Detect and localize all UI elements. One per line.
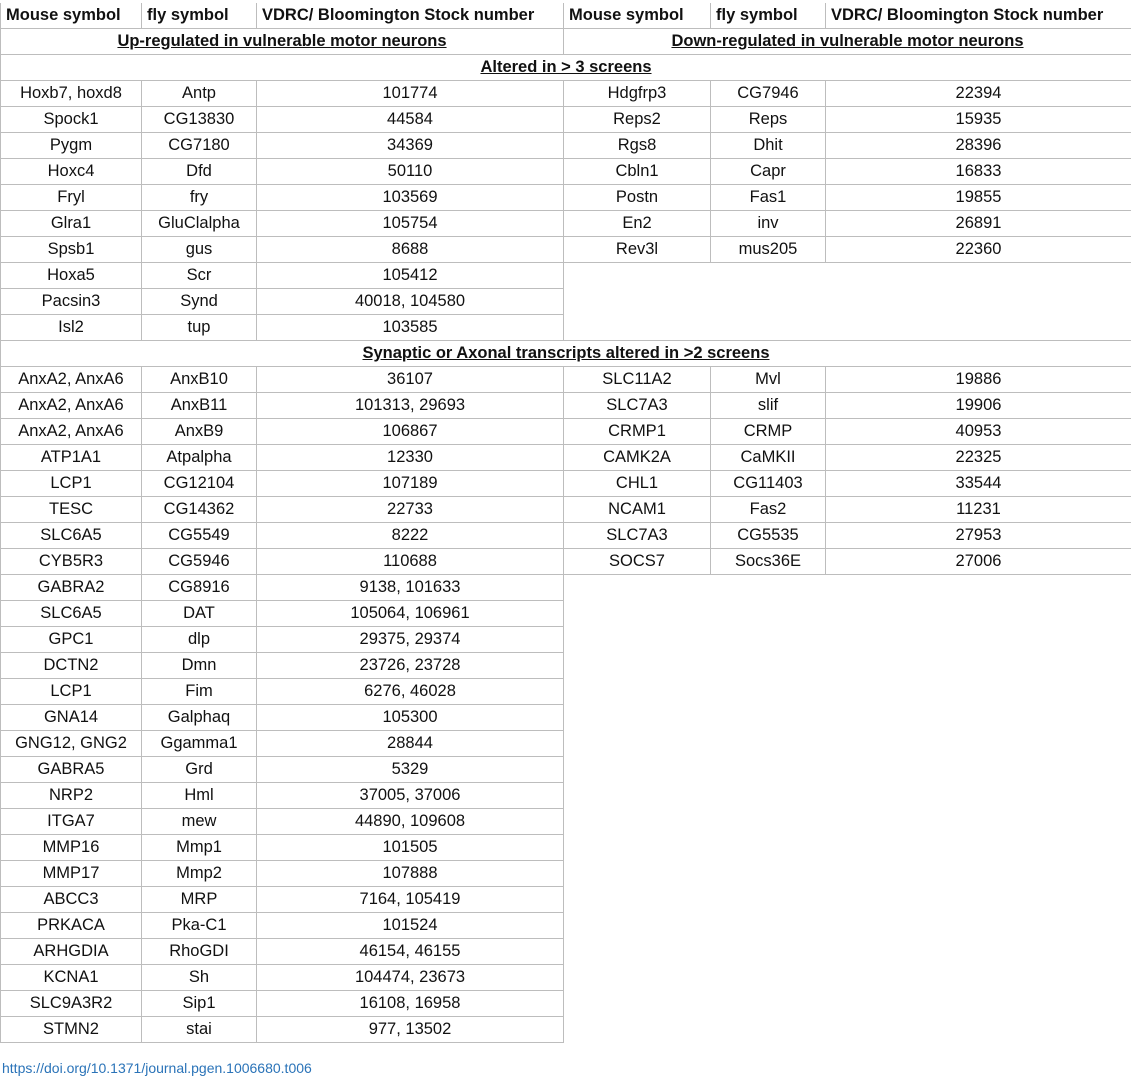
- fly-symbol: Atpalpha: [142, 445, 257, 471]
- mouse-symbol: Hdgfrp3: [564, 81, 711, 107]
- fly-symbol: CG11403: [711, 471, 826, 497]
- empty-cell: [564, 887, 1131, 913]
- stock-number: 37005, 37006: [257, 783, 564, 809]
- mouse-symbol: Spock1: [1, 107, 142, 133]
- gene-table: [0, 3, 1131, 1043]
- section-altered: [1, 55, 1131, 81]
- col-header-mouse-right: Mouse symbol: [564, 3, 711, 29]
- mouse-symbol: MMP17: [1, 861, 142, 887]
- stock-number: 977, 13502: [257, 1017, 564, 1043]
- fly-symbol: CG7180: [142, 133, 257, 159]
- fly-symbol: Scr: [142, 263, 257, 289]
- fly-symbol: Reps: [711, 107, 826, 133]
- mouse-symbol: GABRA2: [1, 575, 142, 601]
- stock-number: 36107: [257, 367, 564, 393]
- stock-number: 101505: [257, 835, 564, 861]
- mouse-symbol: Hoxa5: [1, 263, 142, 289]
- mouse-symbol: LCP1: [1, 471, 142, 497]
- table-row: [1, 315, 1131, 341]
- fly-symbol: CG5549: [142, 523, 257, 549]
- fly-symbol: Fas1: [711, 185, 826, 211]
- empty-cell: [564, 575, 1131, 601]
- stock-number: 105412: [257, 263, 564, 289]
- mouse-symbol: ABCC3: [1, 887, 142, 913]
- table-row: [1, 679, 1131, 705]
- mouse-symbol: CRMP1: [564, 419, 711, 445]
- fly-symbol: mew: [142, 809, 257, 835]
- table-row: [1, 731, 1131, 757]
- stock-number: 12330: [257, 445, 564, 471]
- stock-number: 46154, 46155: [257, 939, 564, 965]
- fly-symbol: Capr: [711, 159, 826, 185]
- table-row: [1, 185, 1131, 211]
- fly-symbol: CG14362: [142, 497, 257, 523]
- stock-number: 34369: [257, 133, 564, 159]
- stock-number: 19886: [826, 367, 1131, 393]
- fly-symbol: CG7946: [711, 81, 826, 107]
- stock-number: 104474, 23673: [257, 965, 564, 991]
- stock-number: 105300: [257, 705, 564, 731]
- mouse-symbol: Rgs8: [564, 133, 711, 159]
- stock-number: 22360: [826, 237, 1131, 263]
- stock-number: 16108, 16958: [257, 991, 564, 1017]
- empty-cell: [564, 731, 1131, 757]
- table-row: [1, 757, 1131, 783]
- table-row: [1, 887, 1131, 913]
- mouse-symbol: Isl2: [1, 315, 142, 341]
- stock-number: 29375, 29374: [257, 627, 564, 653]
- stock-number: 8222: [257, 523, 564, 549]
- col-header-fly-left: fly symbol: [142, 3, 257, 29]
- stock-number: 44890, 109608: [257, 809, 564, 835]
- mouse-symbol: STMN2: [1, 1017, 142, 1043]
- empty-cell: [564, 263, 1131, 289]
- stock-number: 22733: [257, 497, 564, 523]
- stock-number: 33544: [826, 471, 1131, 497]
- section-row-regulation: [1, 29, 1131, 55]
- table-row: [1, 497, 1131, 523]
- table-row: [1, 627, 1131, 653]
- table-row: [1, 471, 1131, 497]
- stock-number: 11231: [826, 497, 1131, 523]
- mouse-symbol: Spsb1: [1, 237, 142, 263]
- section-row-synaptic: [1, 341, 1131, 367]
- mouse-symbol: SLC6A5: [1, 523, 142, 549]
- section-up: [1, 29, 564, 55]
- section-row-altered: [1, 55, 1131, 81]
- mouse-symbol: ATP1A1: [1, 445, 142, 471]
- fly-symbol: Dfd: [142, 159, 257, 185]
- empty-cell: [564, 835, 1131, 861]
- fly-symbol: Dhit: [711, 133, 826, 159]
- table-row: [1, 835, 1131, 861]
- stock-number: 40953: [826, 419, 1131, 445]
- fly-symbol: Synd: [142, 289, 257, 315]
- fly-symbol: Sip1: [142, 991, 257, 1017]
- mouse-symbol: SLC7A3: [564, 523, 711, 549]
- mouse-symbol: SOCS7: [564, 549, 711, 575]
- mouse-symbol: ARHGDIA: [1, 939, 142, 965]
- table-row: [1, 575, 1131, 601]
- col-header-mouse-left: Mouse symbol: [1, 3, 142, 29]
- mouse-symbol: CAMK2A: [564, 445, 711, 471]
- col-header-fly-right: fly symbol: [711, 3, 826, 29]
- fly-symbol: Fim: [142, 679, 257, 705]
- section-up-label: Up-regulated in vulnerable motor neurons: [117, 32, 447, 50]
- mouse-symbol: GABRA5: [1, 757, 142, 783]
- stock-number: 8688: [257, 237, 564, 263]
- col-header-stock-left: VDRC/ Bloomington Stock number: [257, 3, 564, 29]
- stock-number: 27953: [826, 523, 1131, 549]
- fly-symbol: AnxB9: [142, 419, 257, 445]
- stock-number: 19855: [826, 185, 1131, 211]
- doi-link[interactable]: https://doi.org/10.1371/journal.pgen.1006680.t006: [2, 1060, 312, 1076]
- mouse-symbol: Hoxc4: [1, 159, 142, 185]
- table-row: [1, 107, 1131, 133]
- mouse-symbol: SLC9A3R2: [1, 991, 142, 1017]
- stock-number: 107888: [257, 861, 564, 887]
- mouse-symbol: SLC6A5: [1, 601, 142, 627]
- empty-cell: [564, 939, 1131, 965]
- fly-symbol: Socs36E: [711, 549, 826, 575]
- table-row: [1, 81, 1131, 107]
- stock-number: 15935: [826, 107, 1131, 133]
- stock-number: 107189: [257, 471, 564, 497]
- fly-symbol: CaMKII: [711, 445, 826, 471]
- stock-number: 7164, 105419: [257, 887, 564, 913]
- empty-cell: [564, 783, 1131, 809]
- mouse-symbol: ITGA7: [1, 809, 142, 835]
- table-row: [1, 237, 1131, 263]
- stock-number: 110688: [257, 549, 564, 575]
- mouse-symbol: Fryl: [1, 185, 142, 211]
- mouse-symbol: SLC7A3: [564, 393, 711, 419]
- mouse-symbol: DCTN2: [1, 653, 142, 679]
- stock-number: 6276, 46028: [257, 679, 564, 705]
- fly-symbol: GluClalpha: [142, 211, 257, 237]
- header-row: [1, 3, 1131, 29]
- col-header-stock-right: VDRC/ Bloomington Stock number: [826, 3, 1131, 29]
- table-row: [1, 445, 1131, 471]
- fly-symbol: CG5535: [711, 523, 826, 549]
- fly-symbol: CG13830: [142, 107, 257, 133]
- table-row: [1, 367, 1131, 393]
- fly-symbol: dlp: [142, 627, 257, 653]
- stock-number: 5329: [257, 757, 564, 783]
- empty-cell: [564, 315, 1131, 341]
- mouse-symbol: GNA14: [1, 705, 142, 731]
- empty-cell: [564, 289, 1131, 315]
- section-down: [564, 29, 1131, 55]
- fly-symbol: RhoGDI: [142, 939, 257, 965]
- fly-symbol: Antp: [142, 81, 257, 107]
- stock-number: 101313, 29693: [257, 393, 564, 419]
- table-row: [1, 159, 1131, 185]
- mouse-symbol: NCAM1: [564, 497, 711, 523]
- mouse-symbol: AnxA2, AnxA6: [1, 419, 142, 445]
- table-row: [1, 809, 1131, 835]
- stock-number: 28844: [257, 731, 564, 757]
- fly-symbol: Grd: [142, 757, 257, 783]
- section-synaptic: [1, 341, 1131, 367]
- mouse-symbol: TESC: [1, 497, 142, 523]
- mouse-symbol: Hoxb7, hoxd8: [1, 81, 142, 107]
- table-row: [1, 861, 1131, 887]
- table-row: [1, 211, 1131, 237]
- empty-cell: [564, 757, 1131, 783]
- fly-symbol: tup: [142, 315, 257, 341]
- stock-number: 28396: [826, 133, 1131, 159]
- fly-symbol: gus: [142, 237, 257, 263]
- fly-symbol: CG8916: [142, 575, 257, 601]
- mouse-symbol: Reps2: [564, 107, 711, 133]
- mouse-symbol: CYB5R3: [1, 549, 142, 575]
- empty-cell: [564, 809, 1131, 835]
- table-row: [1, 549, 1131, 575]
- mouse-symbol: AnxA2, AnxA6: [1, 367, 142, 393]
- fly-symbol: mus205: [711, 237, 826, 263]
- fly-symbol: Sh: [142, 965, 257, 991]
- mouse-symbol: SLC11A2: [564, 367, 711, 393]
- empty-cell: [564, 705, 1131, 731]
- table-row: [1, 523, 1131, 549]
- table-row: [1, 289, 1131, 315]
- fly-symbol: Ggamma1: [142, 731, 257, 757]
- stock-number: 22325: [826, 445, 1131, 471]
- mouse-symbol: CHL1: [564, 471, 711, 497]
- mouse-symbol: Glra1: [1, 211, 142, 237]
- fly-symbol: AnxB11: [142, 393, 257, 419]
- fly-symbol: MRP: [142, 887, 257, 913]
- table-row: [1, 939, 1131, 965]
- mouse-symbol: MMP16: [1, 835, 142, 861]
- empty-cell: [564, 913, 1131, 939]
- fly-symbol: CG5946: [142, 549, 257, 575]
- fly-symbol: CRMP: [711, 419, 826, 445]
- table-row: [1, 393, 1131, 419]
- fly-symbol: fry: [142, 185, 257, 211]
- mouse-symbol: GNG12, GNG2: [1, 731, 142, 757]
- mouse-symbol: Cbln1: [564, 159, 711, 185]
- fly-symbol: Dmn: [142, 653, 257, 679]
- fly-symbol: AnxB10: [142, 367, 257, 393]
- empty-cell: [564, 679, 1131, 705]
- mouse-symbol: Pygm: [1, 133, 142, 159]
- stock-number: 22394: [826, 81, 1131, 107]
- stock-number: 44584: [257, 107, 564, 133]
- table-row: [1, 419, 1131, 445]
- empty-cell: [564, 627, 1131, 653]
- table-row: [1, 263, 1131, 289]
- stock-number: 23726, 23728: [257, 653, 564, 679]
- fly-symbol: Fas2: [711, 497, 826, 523]
- stock-number: 105064, 106961: [257, 601, 564, 627]
- empty-cell: [564, 991, 1131, 1017]
- stock-number: 16833: [826, 159, 1131, 185]
- fly-symbol: Mmp2: [142, 861, 257, 887]
- fly-symbol: Mmp1: [142, 835, 257, 861]
- empty-cell: [564, 1017, 1131, 1043]
- mouse-symbol: KCNA1: [1, 965, 142, 991]
- fly-symbol: stai: [142, 1017, 257, 1043]
- mouse-symbol: PRKACA: [1, 913, 142, 939]
- fly-symbol: CG12104: [142, 471, 257, 497]
- mouse-symbol: LCP1: [1, 679, 142, 705]
- table-row: [1, 783, 1131, 809]
- table-row: [1, 965, 1131, 991]
- fly-symbol: Hml: [142, 783, 257, 809]
- stock-number: 19906: [826, 393, 1131, 419]
- stock-number: 9138, 101633: [257, 575, 564, 601]
- mouse-symbol: GPC1: [1, 627, 142, 653]
- stock-number: 40018, 104580: [257, 289, 564, 315]
- mouse-symbol: AnxA2, AnxA6: [1, 393, 142, 419]
- stock-number: 103569: [257, 185, 564, 211]
- table-row: [1, 601, 1131, 627]
- fly-symbol: inv: [711, 211, 826, 237]
- empty-cell: [564, 861, 1131, 887]
- fly-symbol: DAT: [142, 601, 257, 627]
- table-row: [1, 705, 1131, 731]
- stock-number: 105754: [257, 211, 564, 237]
- stock-number: 106867: [257, 419, 564, 445]
- stock-number: 26891: [826, 211, 1131, 237]
- stock-number: 103585: [257, 315, 564, 341]
- empty-cell: [564, 653, 1131, 679]
- table-row: [1, 913, 1131, 939]
- table-row: [1, 1017, 1131, 1043]
- table-row: [1, 991, 1131, 1017]
- section-down-label: Down-regulated in vulnerable motor neurons: [671, 32, 1024, 50]
- stock-number: 101774: [257, 81, 564, 107]
- mouse-symbol: NRP2: [1, 783, 142, 809]
- fly-symbol: Pka-C1: [142, 913, 257, 939]
- mouse-symbol: En2: [564, 211, 711, 237]
- stock-number: 50110: [257, 159, 564, 185]
- fly-symbol: Galphaq: [142, 705, 257, 731]
- empty-cell: [564, 965, 1131, 991]
- mouse-symbol: Pacsin3: [1, 289, 142, 315]
- table-row: [1, 653, 1131, 679]
- stock-number: 27006: [826, 549, 1131, 575]
- section-altered-label: Altered in > 3 screens: [480, 58, 652, 76]
- mouse-symbol: Rev3l: [564, 237, 711, 263]
- stock-number: 101524: [257, 913, 564, 939]
- empty-cell: [564, 601, 1131, 627]
- section-synaptic-label: Synaptic or Axonal transcripts altered in >2 screens: [362, 344, 770, 362]
- fly-symbol: Mvl: [711, 367, 826, 393]
- mouse-symbol: Postn: [564, 185, 711, 211]
- fly-symbol: slif: [711, 393, 826, 419]
- table-row: [1, 133, 1131, 159]
